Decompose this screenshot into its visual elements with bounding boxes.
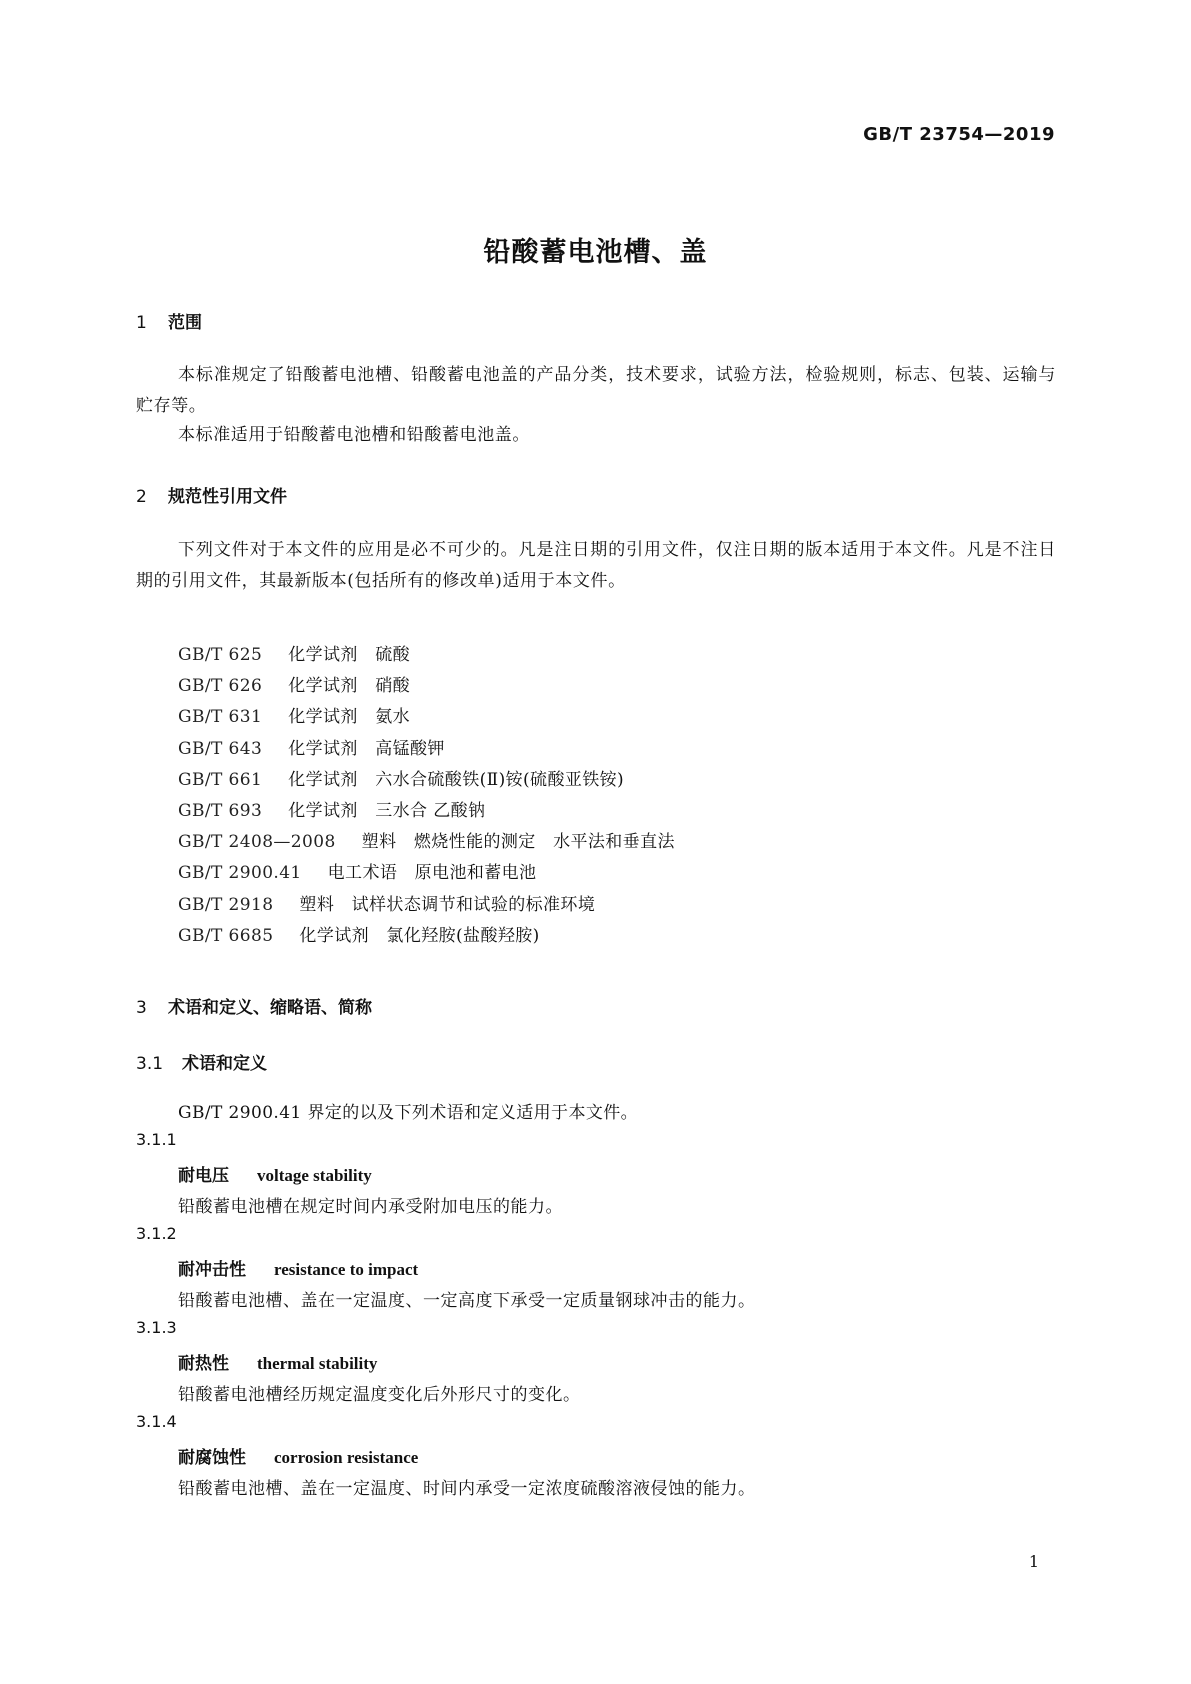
term-number: 3.1.2 xyxy=(136,1224,177,1243)
reference-code: GB/T 2900.41 xyxy=(178,863,302,884)
term-name xyxy=(178,1255,418,1280)
section-2-title: 规范性引用文件 xyxy=(168,487,287,507)
document-title: 铅酸蓄电池槽、盖 xyxy=(483,237,708,268)
reference-title: 化学试剂 氨水 xyxy=(288,707,411,728)
section-2-heading xyxy=(136,482,287,507)
term-definition: 铅酸蓄电池槽、盖在一定温度、一定高度下承受一定质量钢球冲击的能力。 xyxy=(178,1291,756,1311)
reference-item xyxy=(178,671,675,702)
term-name-zh: 耐热性 xyxy=(178,1354,229,1374)
section-3-1-heading xyxy=(136,1049,267,1074)
section-1-heading xyxy=(136,308,202,333)
section-1-title: 范围 xyxy=(168,313,202,333)
term-number: 3.1.3 xyxy=(136,1318,177,1337)
reference-title: 塑料 试样状态调节和试验的标准环境 xyxy=(299,894,596,915)
term-name-zh: 耐冲击性 xyxy=(178,1260,246,1280)
reference-code: GB/T 631 xyxy=(178,707,263,728)
section-1-paragraph-1: 本标准规定了铅酸蓄电池槽、铅酸蓄电池盖的产品分类，技术要求，试验方法，检验规则，标志、包装、运输与贮存等。 xyxy=(136,365,1056,416)
term-definition: 铅酸蓄电池槽在规定时间内承受附加电压的能力。 xyxy=(178,1197,563,1217)
reference-item xyxy=(178,858,675,889)
reference-title: 化学试剂 三水合 乙酸钠 xyxy=(288,800,486,821)
reference-title: 化学试剂 硝酸 xyxy=(288,676,411,697)
section-3-title: 术语和定义、缩略语、简称 xyxy=(168,998,372,1018)
reference-title: 化学试剂 六水合硫酸铁(Ⅱ)铵(硫酸亚铁铵) xyxy=(288,769,625,790)
term-name-en: thermal stability xyxy=(257,1354,378,1373)
reference-code: GB/T 6685 xyxy=(178,925,274,946)
section-3-number: 3 xyxy=(136,998,147,1018)
term-definition: 铅酸蓄电池槽经历规定温度变化后外形尺寸的变化。 xyxy=(178,1385,581,1405)
reference-code: GB/T 2408—2008 xyxy=(178,832,336,853)
reference-item xyxy=(178,796,675,827)
reference-item xyxy=(178,921,675,952)
page-number: 1 xyxy=(1028,1552,1039,1571)
term-definition: 铅酸蓄电池槽、盖在一定温度、时间内承受一定浓度硫酸溶液侵蚀的能力。 xyxy=(178,1479,756,1499)
term-name xyxy=(178,1443,418,1468)
reference-title: 电工术语 原电池和蓄电池 xyxy=(327,863,537,884)
term-number: 3.1.1 xyxy=(136,1130,177,1149)
reference-code: GB/T 2918 xyxy=(178,894,274,915)
section-3-1-intro: GB/T 2900.41 界定的以及下列术语和定义适用于本文件。 xyxy=(178,1103,639,1123)
section-1-number: 1 xyxy=(136,313,147,333)
reference-item xyxy=(178,734,675,765)
term-name-en: corrosion resistance xyxy=(274,1448,419,1467)
reference-item xyxy=(178,702,675,733)
reference-code: GB/T 626 xyxy=(178,676,263,697)
term-name xyxy=(178,1349,377,1374)
term-name xyxy=(178,1161,372,1186)
term-name-en: voltage stability xyxy=(257,1166,372,1185)
section-3-heading xyxy=(136,993,372,1018)
standard-number: GB/T 23754—2019 xyxy=(863,124,1055,145)
term-name-en: resistance to impact xyxy=(274,1260,419,1279)
reference-item xyxy=(178,827,675,858)
section-3-1-title: 术语和定义 xyxy=(182,1054,267,1074)
reference-title: 化学试剂 高锰酸钾 xyxy=(288,738,445,759)
reference-code: GB/T 661 xyxy=(178,769,263,790)
reference-title: 化学试剂 硫酸 xyxy=(288,645,411,665)
reference-code: GB/T 643 xyxy=(178,738,263,759)
reference-code: GB/T 625 xyxy=(178,645,263,665)
reference-item xyxy=(178,765,675,796)
term-number: 3.1.4 xyxy=(136,1412,177,1431)
section-3-1-number: 3.1 xyxy=(136,1054,164,1074)
reference-item xyxy=(178,640,675,671)
section-2-intro: 下列文件对于本文件的应用是必不可少的。凡是注日期的引用文件，仅注日期的版本适用于本文件。凡是不注日期的引用文件，其最新版本(包括所有的修改单)适用于本文件。 xyxy=(136,540,1056,591)
section-1-paragraph-2: 本标准适用于铅酸蓄电池槽和铅酸蓄电池盖。 xyxy=(178,425,530,445)
reference-item xyxy=(178,890,675,921)
term-name-zh: 耐电压 xyxy=(178,1166,229,1186)
reference-code: GB/T 693 xyxy=(178,800,263,821)
term-name-zh: 耐腐蚀性 xyxy=(178,1448,246,1468)
reference-title: 塑料 燃烧性能的测定 水平法和垂直法 xyxy=(361,832,675,853)
section-2-number: 2 xyxy=(136,487,147,507)
reference-title: 化学试剂 氯化羟胺(盐酸羟胺) xyxy=(299,925,540,946)
reference-list xyxy=(178,640,675,952)
